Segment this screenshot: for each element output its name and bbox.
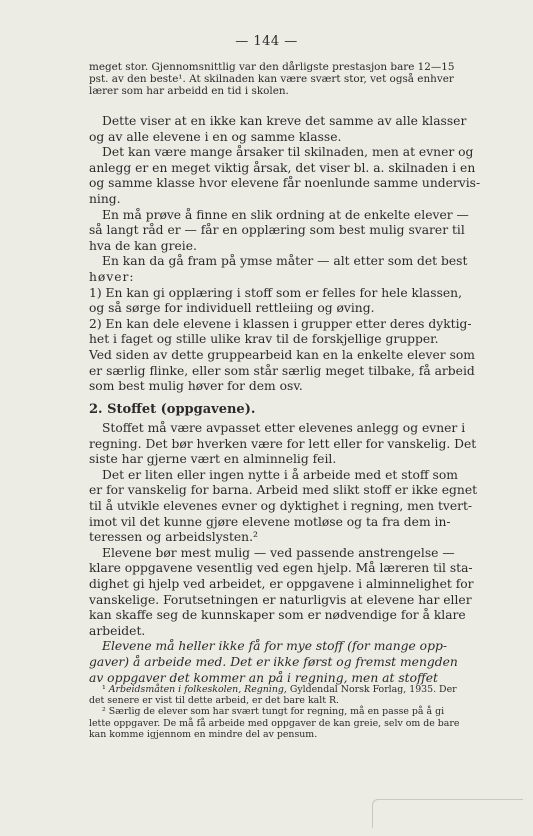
body-line: regning. Det bør hverken være for lett eller for vanskelig. Det	[89, 436, 477, 451]
footnote-1-title: Arbeidsmåten i folkeskolen, Regning,	[108, 684, 287, 695]
list-item: 2) En kan dele elevene i klassen i grupper etter deres dyktig-	[89, 316, 472, 331]
body-line: anlegg er en meget viktig årsak, det viser bl. a. skilnaden i en	[89, 160, 476, 175]
intro-line: meget stor. Gjennomsnittlig var den dårligste prestasjon bare 12—15	[89, 61, 455, 73]
body-line: klare oppgavene vesentlig ved egen hjelp. Må læreren til sta-	[89, 561, 473, 576]
body-line: er særlig flinke, eller som står særlig meget tilbake, få arbeid	[89, 363, 475, 378]
body-line: ning.	[89, 191, 121, 206]
body-line: som best mulig høver for dem osv.	[89, 379, 303, 394]
footnote-2-line2: lette oppgaver. De må få arbeide med oppgaver de kan greie, selv om de bare	[89, 717, 460, 729]
italic-line: gaver) å arbeide med. Det er ikke først og fremst mengden	[89, 654, 458, 669]
body-line: dighet gi hjelp ved arbeidet, er oppgavene i alminnelighet for	[89, 576, 474, 591]
page-number: — 144 —	[235, 34, 298, 49]
body-line: vanskelige. Forutsetningen er naturligvis at elevene har eller	[89, 592, 472, 607]
footnote-1	[89, 684, 497, 695]
intro-line: lærer som har arbeidd en tid i skolen.	[89, 84, 289, 97]
footnote-marker: ¹	[102, 684, 106, 695]
body-line: og samme klasse hvor elevene får noenlunde samme undervis-	[89, 176, 481, 191]
body-text-block	[89, 114, 497, 395]
body-line: og av alle elevene i en og samme klasse.	[89, 129, 342, 144]
footnote-1-rest: Gyldendal Norsk Forlag, 1935. Der	[289, 684, 457, 695]
intro-paragraph	[89, 62, 497, 97]
intro-line: pst. av den beste¹. At skilnaden kan være svært stor, vet også enhver	[89, 72, 454, 85]
body-line: Dette viser at en ikke kan kreve det samme av alle klasser	[102, 114, 467, 128]
footnotes	[89, 684, 497, 740]
body-line: Ved siden av dette gruppearbeid kan en la enkelte elever som	[89, 347, 475, 362]
page-corner-mark	[372, 799, 523, 828]
body-line: Det er liten eller ingen nytte i å arbeide med et stoff som	[102, 467, 458, 482]
body-line: En må prøve å finne en slik ordning at de enkelte elever —	[102, 207, 469, 222]
body-line: er for vanskelig for barna. Arbeid med slikt stoff er ikke egnet	[89, 483, 478, 498]
body-line: Det kan være mange årsaker til skilnaden, men at evner og	[102, 145, 474, 160]
section-text-block	[89, 421, 497, 686]
section-heading: 2. Stoffet (oppgavene).	[89, 402, 256, 417]
footnote-2: ² Særlig de elever som har svært tungt for regning, må en passe på å gi	[102, 706, 445, 718]
body-line: kan skaffe seg de kunnskaper som er nødvendige for å klare	[89, 608, 466, 623]
body-line: hva de kan greie.	[89, 238, 197, 253]
body-line: arbeidet.	[89, 623, 146, 638]
body-line: En kan da gå fram på ymse måter — alt etter som det best	[102, 254, 468, 269]
list-item: 1) En kan gi opplæring i stoff som er felles for hele klassen,	[89, 285, 462, 300]
body-line: til å utvikle elevenes evner og dyktighet i regning, men tvert-	[89, 498, 473, 513]
body-line: imot vil det kunne gjøre elevene motløse og ta fra dem in-	[89, 514, 451, 529]
body-line: og så sørge for individuell rettleiing og øving.	[89, 301, 375, 316]
body-line: høver:	[89, 269, 135, 284]
body-line: Stoffet må være avpasset etter elevenes anlegg og evner i	[102, 421, 466, 435]
body-line: het i faget og stille ulike krav til de forskjellige grupper.	[89, 332, 439, 347]
footnote-2-line3: kan komme igjennom en mindre del av pensum.	[89, 728, 318, 740]
italic-line: av oppgaver det kommer an på i regning, men at stoffet	[89, 670, 438, 685]
footnote-1-line2: det senere er vist til dette arbeid, er det bare kalt R.	[89, 695, 340, 707]
body-line: siste har gjerne vært en alminnelig feil.	[89, 452, 337, 467]
italic-line: Elevene må heller ikke få for mye stoff (for mange opp-	[102, 639, 447, 654]
body-line: så langt råd er — får en opplæring som best mulig svarer til	[89, 223, 465, 238]
body-line: teressen og arbeidslysten.²	[89, 530, 258, 545]
body-line: Elevene bør mest mulig — ved passende anstrengelse —	[102, 545, 455, 560]
